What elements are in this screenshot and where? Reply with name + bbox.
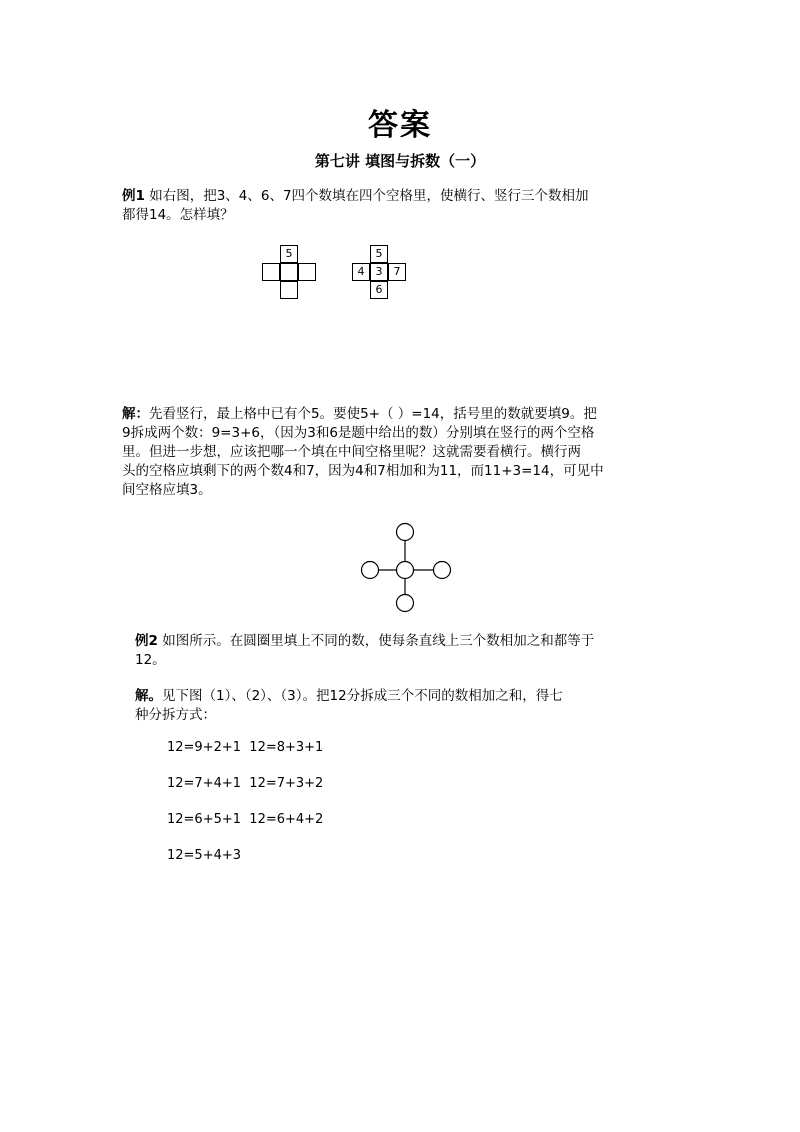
solution1-line3: 里。但进一步想，应该把哪一个填在中间空格里呢？这就需要看横行。横行两 (122, 444, 581, 460)
grid-filled-left: 4 (352, 263, 370, 281)
equation-row: 12=7+4+1 12=7+3+2 (167, 776, 324, 791)
cross-grid-blank (262, 245, 322, 301)
grid-blank-right (298, 263, 316, 281)
example1-line2: 都得14。怎样填？ (122, 207, 234, 223)
solution2-line2: 种分拆方式： (135, 707, 216, 723)
example1-label: 例1 (122, 188, 145, 204)
grid-blank-bottom (280, 281, 298, 299)
page-title: 答案 (368, 108, 432, 143)
example2-text (135, 632, 695, 670)
circle-cross-diagram (355, 520, 455, 615)
solution1-label: 解： (122, 406, 149, 422)
circle-top (397, 524, 414, 541)
lesson-subtitle: 第七讲 填图与拆数（一） (314, 152, 486, 170)
solution1-text (122, 405, 692, 500)
grid-filled-top: 5 (370, 245, 388, 263)
circle-center (397, 562, 414, 579)
example2-label: 例2 (135, 633, 158, 649)
example2-line2: 12。 (135, 652, 166, 668)
solution1-line2: 9拆成两个数：9=3+6，（因为3和6是题中给出的数）分别填在竖行的两个空格 (122, 425, 595, 441)
grid-filled-right: 7 (388, 263, 406, 281)
grid-filled-bottom: 6 (370, 281, 388, 299)
circle-left (362, 562, 379, 579)
solution1-line5: 间空格应填3。 (122, 482, 212, 498)
solution1-line4: 头的空格应填剩下的两个数4和7，因为4和7相加和为11，而11+3=14，可见中 (122, 463, 604, 479)
equation-row: 12=5+4+3 (167, 848, 242, 863)
solution2-label: 解。 (135, 688, 162, 704)
example2-line1: 如图所示。在圆圈里填上不同的数，使每条直线上三个数相加之和都等于 (162, 633, 595, 649)
solution2-line1: 见下图（1）、（2）、（3）。把12分拆成三个不同的数相加之和，得七 (162, 688, 563, 704)
equation-row: 12=6+5+1 12=6+4+2 (167, 812, 324, 827)
cross-grid-filled (352, 245, 412, 301)
equation-row: 12=9+2+1 12=8+3+1 (167, 740, 324, 755)
solution1-line1: 先看竖行，最上格中已有个5。要使5+（ ）=14，括号里的数就要填9。把 (149, 406, 597, 422)
circle-right (434, 562, 451, 579)
example1-text (122, 187, 692, 225)
grid-blank-top: 5 (280, 245, 298, 263)
grid-blank-left (262, 263, 280, 281)
circle-bottom (397, 595, 414, 612)
grid-blank-center (280, 263, 298, 281)
solution2-text (135, 687, 695, 725)
grid-filled-center: 3 (370, 263, 388, 281)
example1-line1: 如右图，把3、4、6、7四个数填在四个空格里，使横行、竖行三个数相加 (149, 188, 589, 204)
